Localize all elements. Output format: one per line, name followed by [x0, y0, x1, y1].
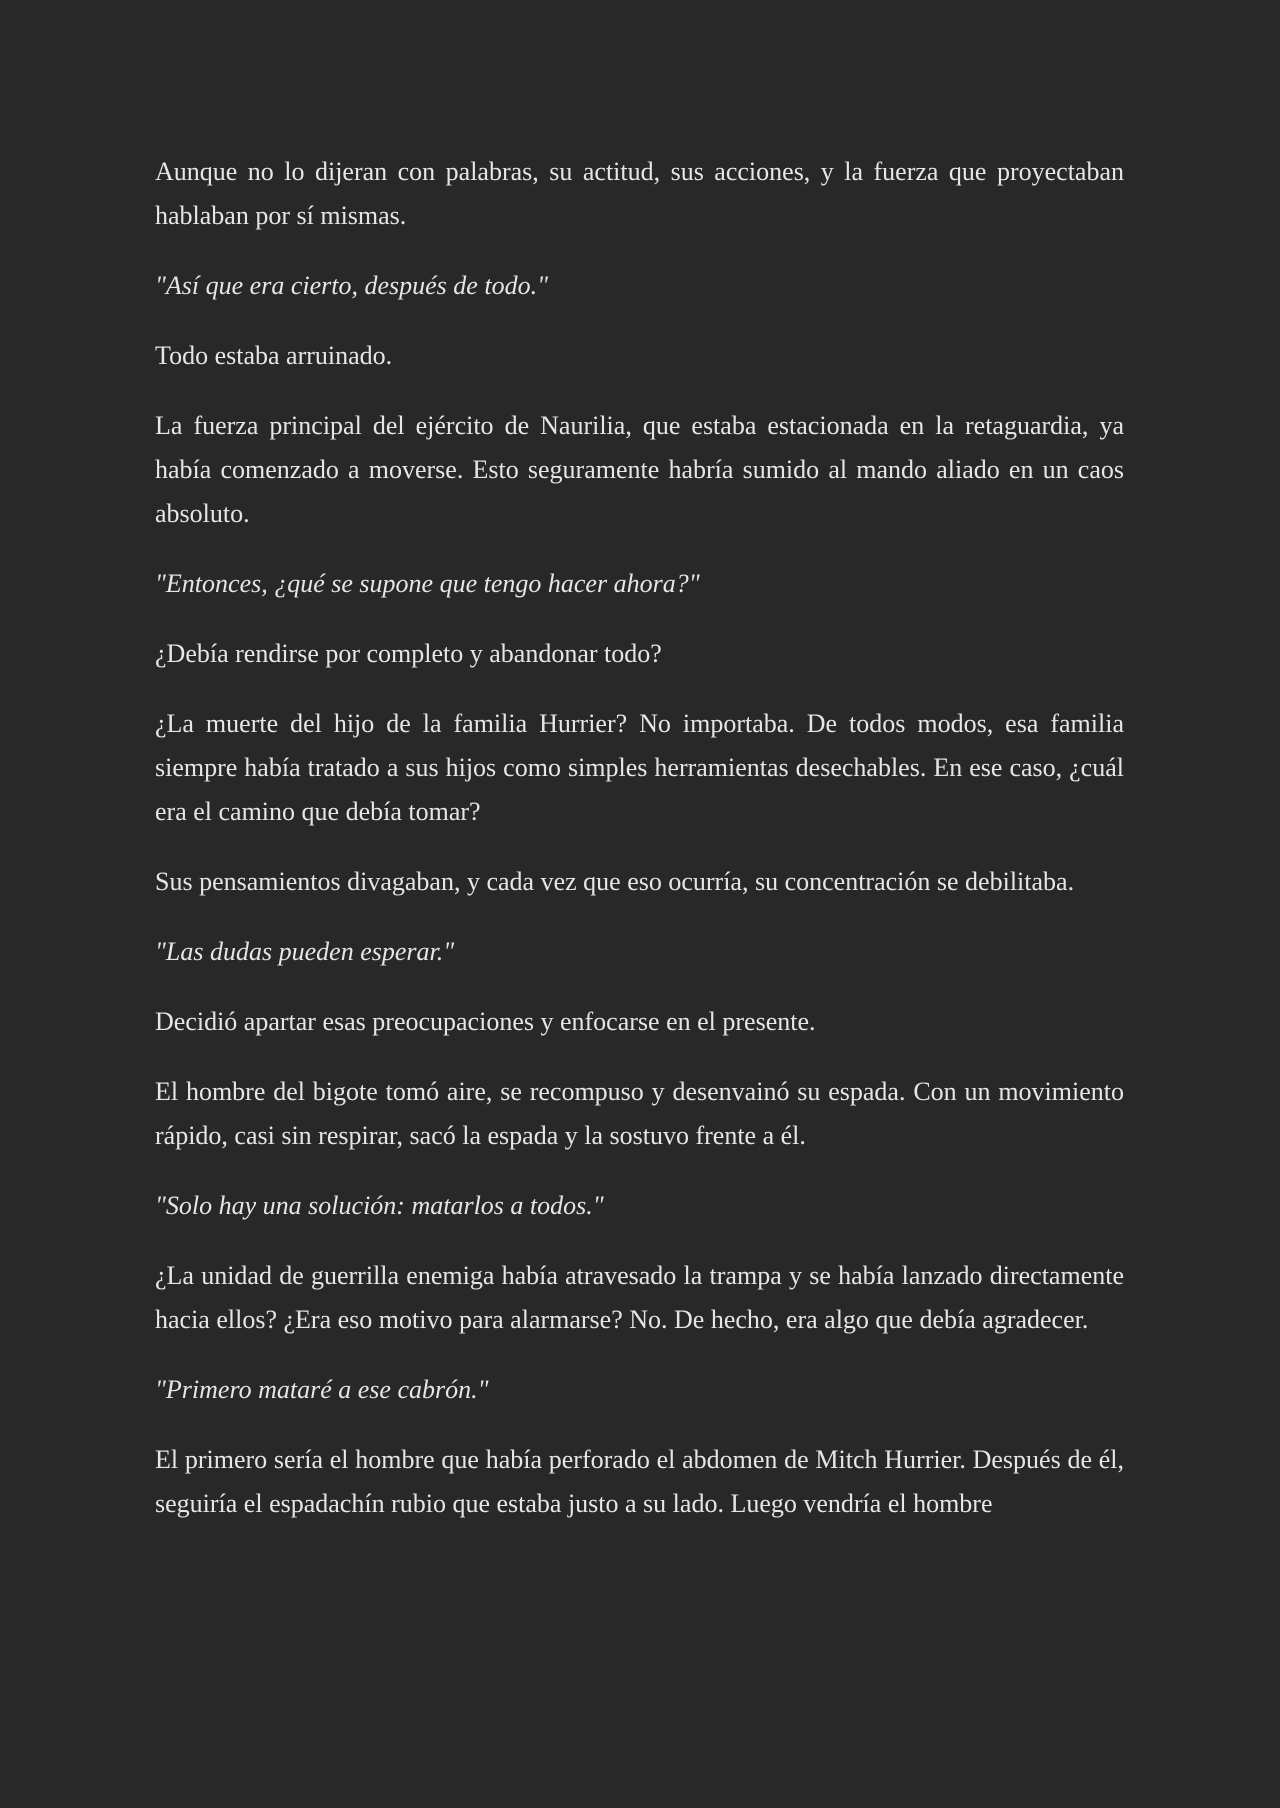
paragraph: Todo estaba arruinado.: [155, 341, 393, 370]
paragraph-thought: "Así que era cierto, después de todo.": [155, 271, 548, 300]
paragraph: El primero sería el hombre que había perforado el abdomen de Mitch Hurrier. Después de él, seguiría el espadachín rubio que estaba justo a su lado. Luego vendría el hombre: [155, 1445, 1124, 1518]
paragraph-thought: "Solo hay una solución: matarlos a todos.": [155, 1191, 604, 1220]
paragraph: ¿La unidad de guerrilla enemiga había atravesado la trampa y se había lanzado directamente hacia ellos? ¿Era eso motivo para alarmarse? No. De hecho, era algo que debía agradecer.: [155, 1261, 1124, 1334]
paragraph: ¿La muerte del hijo de la familia Hurrier? No importaba. De todos modos, esa familia siempre había tratado a sus hijos como simples herramientas desechables. En ese caso, ¿cuál era el camino que debía tomar?: [155, 709, 1124, 826]
paragraph: La fuerza principal del ejército de Naurilia, que estaba estacionada en la retaguardia, ya había comenzado a moverse. Esto seguramente habría sumido al mando aliado en un caos absoluto.: [155, 411, 1124, 528]
paragraph: El hombre del bigote tomó aire, se recompuso y desenvainó su espada. Con un movimiento rápido, casi sin respirar, sacó la espada y la sostuvo frente a él.: [155, 1077, 1124, 1150]
reader-content: [155, 150, 1124, 1552]
paragraph-thought: "Entonces, ¿qué se supone que tengo hacer ahora?": [155, 569, 700, 598]
paragraph-thought: "Primero mataré a ese cabrón.": [155, 1375, 489, 1404]
paragraph-thought: "Las dudas pueden esperar.": [155, 937, 455, 966]
paragraph: ¿Debía rendirse por completo y abandonar todo?: [155, 639, 662, 668]
paragraph: Sus pensamientos divagaban, y cada vez que eso ocurría, su concentración se debilitaba.: [155, 867, 1075, 896]
paragraph: Decidió apartar esas preocupaciones y enfocarse en el presente.: [155, 1007, 816, 1036]
paragraph: Aunque no lo dijeran con palabras, su actitud, sus acciones, y la fuerza que proyectaban hablaban por sí mismas.: [155, 157, 1124, 230]
